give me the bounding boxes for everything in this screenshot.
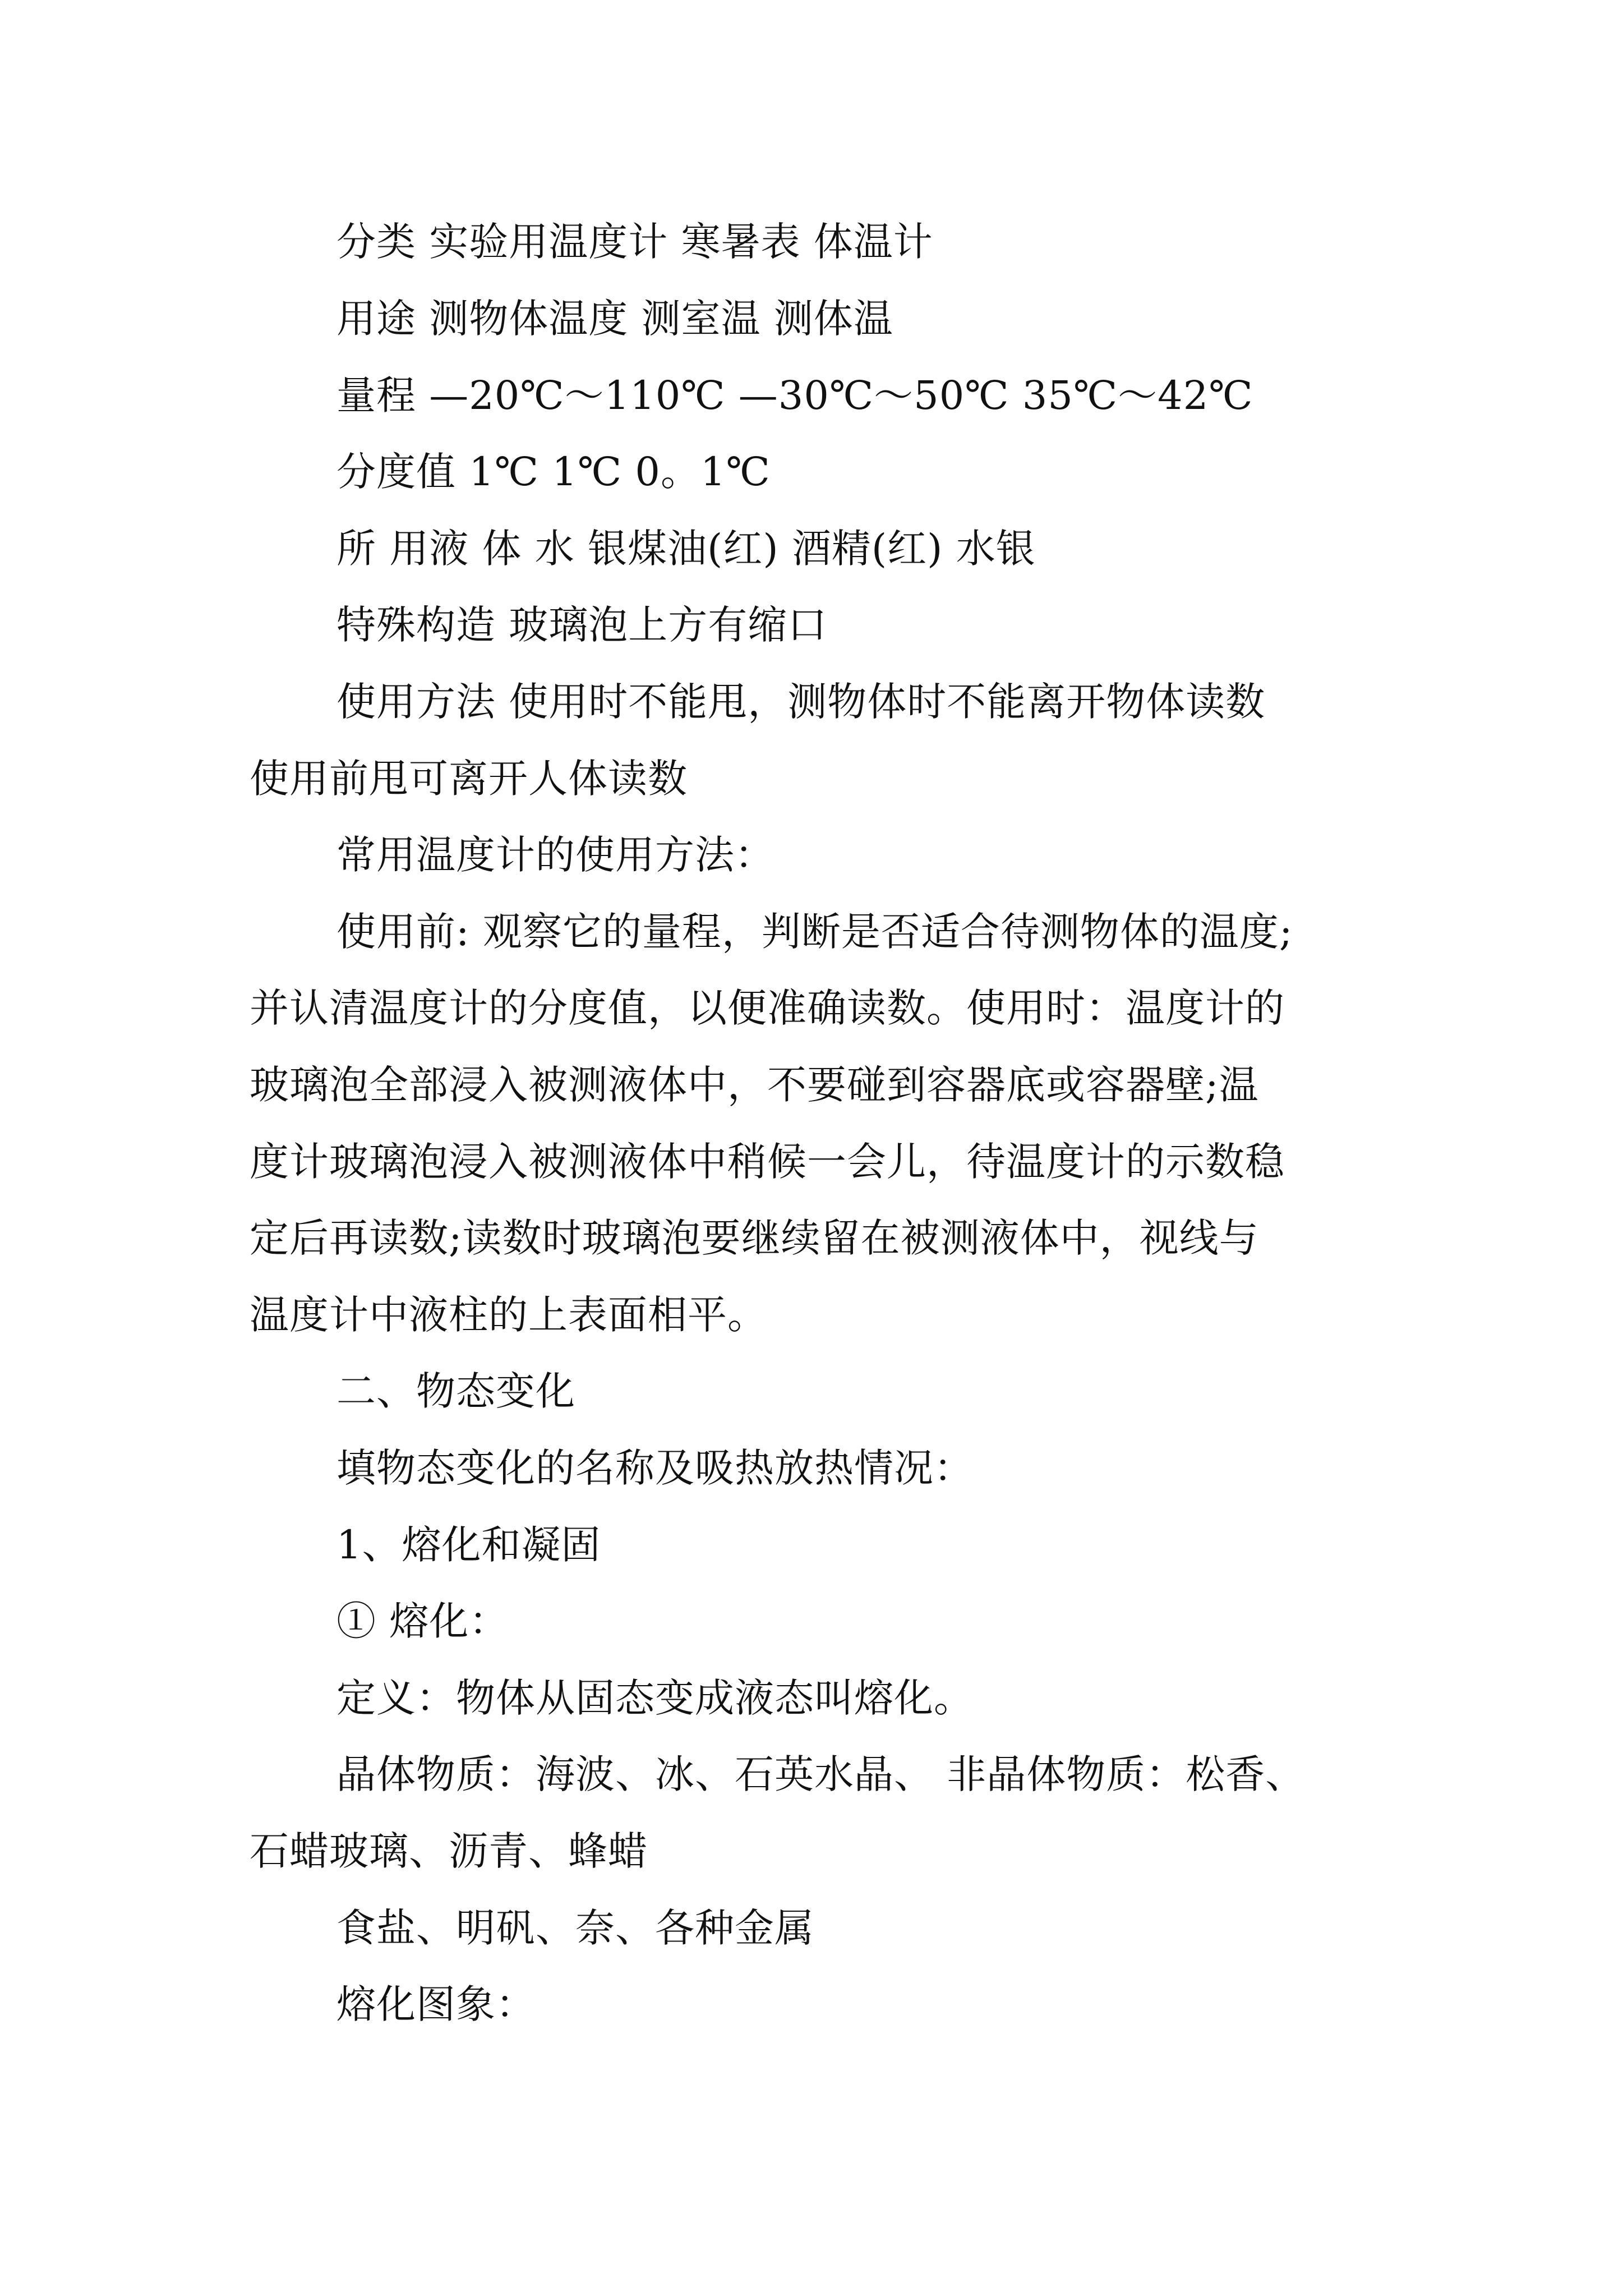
crystal-substances-cont: 食盐、明矾、奈、各种金属 xyxy=(336,1905,814,1951)
paragraph-line: 填物态变化的名称及吸热放热情况： xyxy=(336,1445,974,1491)
definition-line: 定义：物体从固态变成液态叫熔化。 xyxy=(336,1675,974,1721)
thermometer-range-row: 量程 —20℃～110℃ —30℃～50℃ 35℃～42℃ xyxy=(336,372,1253,418)
paragraph-line: 并认清温度计的分度值，以便准确读数。使用时：温度计的 xyxy=(250,985,1285,1031)
thermometer-division-row: 分度值 1℃ 1℃ 0。1℃ xyxy=(336,449,771,495)
paragraph-line: 温度计中液柱的上表面相平。 xyxy=(250,1292,767,1338)
section-heading-usage: 常用温度计的使用方法： xyxy=(336,832,774,878)
section-heading-phase-change: 二、物态变化 xyxy=(336,1368,575,1414)
crystal-substances-line: 晶体物质：海波、冰、石英水晶、 非晶体物质：松香、 xyxy=(336,1751,1306,1797)
melting-graph-label: 熔化图象： xyxy=(336,1981,536,2027)
subheading-melting: ① 熔化： xyxy=(336,1598,509,1644)
paragraph-line: 玻璃泡全部浸入被测液体中，不要碰到容器底或容器壁;温 xyxy=(250,1062,1259,1108)
paragraph-line: 度计玻璃泡浸入被测液体中稍候一会儿，待温度计的示数稳 xyxy=(250,1139,1285,1185)
paragraph-line: 使用前: 观察它的量程，判断是否适合待测物体的温度; xyxy=(336,909,1293,955)
thermometer-structure-row: 特殊构造 玻璃泡上方有缩口 xyxy=(336,602,828,648)
paragraph-line: 定后再读数;读数时玻璃泡要继续留在被测液体中，视线与 xyxy=(250,1215,1259,1261)
subheading-melting-solidifying: 1、熔化和凝固 xyxy=(336,1522,601,1568)
thermometer-liquid-row: 所 用液 体 水 银煤油(红) 酒精(红) 水银 xyxy=(336,526,1036,572)
thermometer-method-row: 使用方法 使用时不能甩，测物体时不能离开物体读数 xyxy=(336,679,1266,725)
thermometer-category-row: 分类 实验用温度计 寒暑表 体温计 xyxy=(336,219,933,265)
thermometer-usage-row: 用途 测物体温度 测室温 测体温 xyxy=(336,296,893,342)
amorphous-substances-line: 石蜡玻璃、沥青、蜂蜡 xyxy=(250,1828,648,1874)
thermometer-method-row-cont: 使用前甩可离开人体读数 xyxy=(250,756,688,802)
